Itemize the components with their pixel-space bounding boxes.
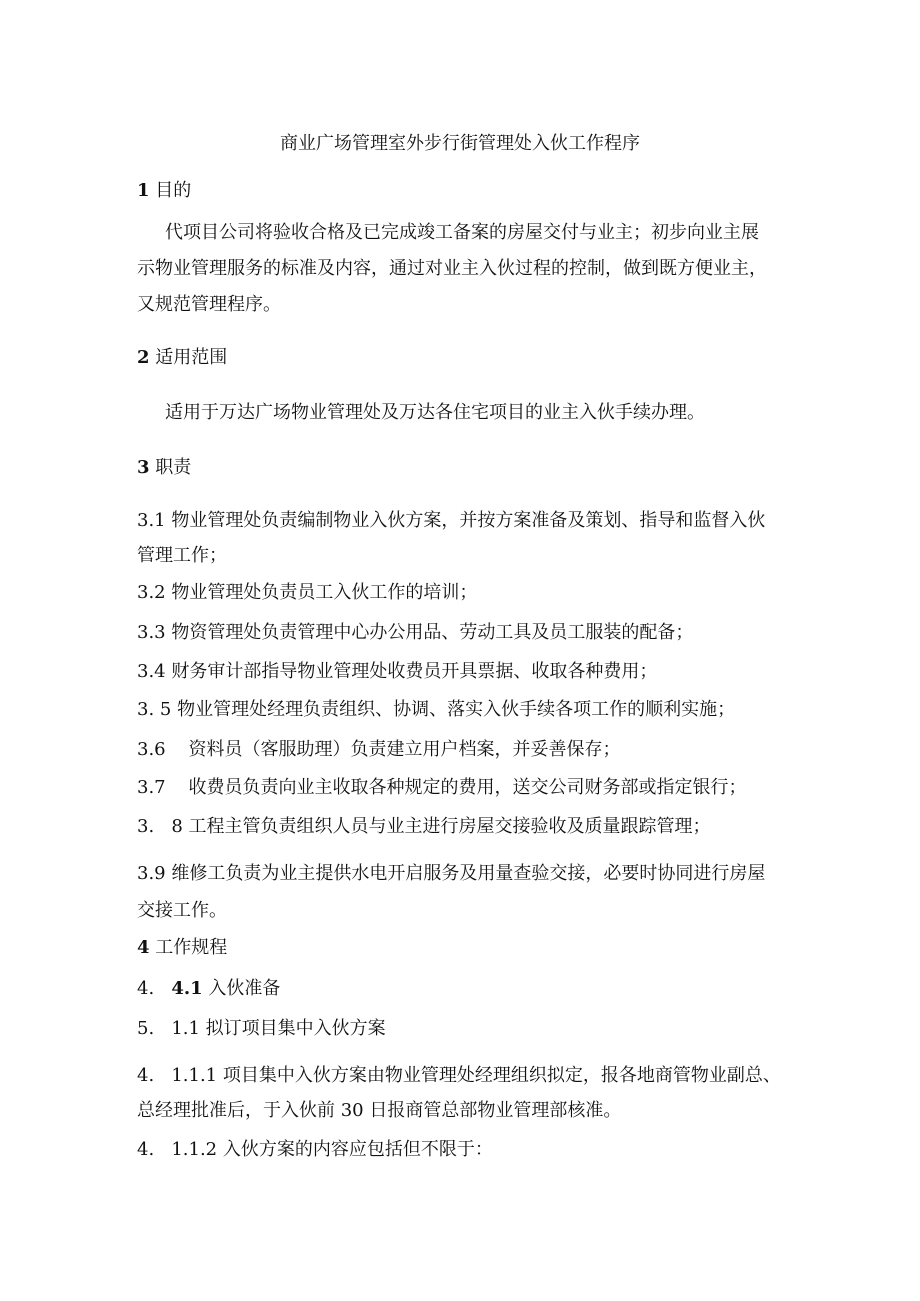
subsection-number: 4.1 <box>171 978 203 999</box>
duty-item-3-1-cont: 管理工作； <box>137 545 227 566</box>
paragraph-4-1-1-2: 4. 1.1.2 入伙方案的内容应包括但不限于： <box>137 1139 493 1160</box>
duty-item-3-7: 3.7 收费员负责向业主收取各种规定的费用，送交公司财务部或指定银行； <box>137 777 747 798</box>
duty-item-3-9: 3.9 维修工负责为业主提供水电开启服务及用量查验交接，必要时协同进行房屋 <box>137 863 766 884</box>
section-number: 1 <box>137 180 150 201</box>
duty-item-3-8: 3. 8 工程主管负责组织人员与业主进行房屋交接验收及质量跟踪管理； <box>137 816 711 837</box>
section-title: 职责 <box>155 457 192 478</box>
section-number: 2 <box>137 347 150 368</box>
subsection-1-1: 5. 1.1 拟订项目集中入伙方案 <box>137 1018 386 1039</box>
duty-item-3-3: 3.3 物资管理处负责管理中心办公用品、劳动工具及员工服装的配备； <box>137 622 694 643</box>
paragraph-line: 又规范管理程序。 <box>137 294 281 315</box>
paragraph-4-1-1-1-cont: 总经理批准后，于入伙前 30 日报商管总部物业管理部核准。 <box>137 1100 622 1121</box>
subsection-title: 入伙准备 <box>202 978 281 999</box>
duty-item-3-2: 3.2 物业管理处负责员工入伙工作的培训； <box>137 582 478 603</box>
section-3-heading <box>137 455 191 481</box>
section-title: 适用范围 <box>155 347 228 368</box>
duty-item-3-1: 3.1 物业管理处负责编制物业入伙方案，并按方案准备及策划、指导和监督入伙 <box>137 510 766 531</box>
list-prefix: 4. <box>137 978 172 999</box>
duty-item-3-4: 3.4 财务审计部指导物业管理处收费员开具票据、收取各种费用； <box>137 661 658 682</box>
duty-item-3-9-cont: 交接工作。 <box>137 900 227 921</box>
section-4-heading <box>137 935 227 961</box>
paragraph-4-1-1-1: 4. 1.1.1 项目集中入伙方案由物业管理处经理组织拟定，报各地商管物业副总、 <box>137 1065 781 1086</box>
paragraph-line: 示物业管理服务的标准及内容，通过对业主入伙过程的控制，做到既方便业主， <box>137 258 767 279</box>
section-title: 目的 <box>155 180 192 201</box>
section-1-heading <box>137 178 191 204</box>
paragraph-line: 代项目公司将验收合格及已完成竣工备案的房屋交付与业主；初步向业主展 <box>165 222 759 243</box>
document-title: 商业广场管理室外步行街管理处入伙工作程序 <box>280 133 640 154</box>
section-number: 3 <box>137 457 150 478</box>
section-title: 工作规程 <box>155 937 228 958</box>
section-2-heading <box>137 345 227 371</box>
subsection-4-1 <box>137 976 280 1002</box>
paragraph-line: 适用于万达广场物业管理处及万达各住宅项目的业主入伙手续办理。 <box>165 402 705 423</box>
duty-item-3-5: 3. 5 物业管理处经理负责组织、协调、落实入伙手续各项工作的顺利实施； <box>137 699 736 720</box>
duty-item-3-6: 3.6 资料员（客服助理）负责建立用户档案，并妥善保存； <box>137 739 621 760</box>
section-number: 4 <box>137 937 150 958</box>
